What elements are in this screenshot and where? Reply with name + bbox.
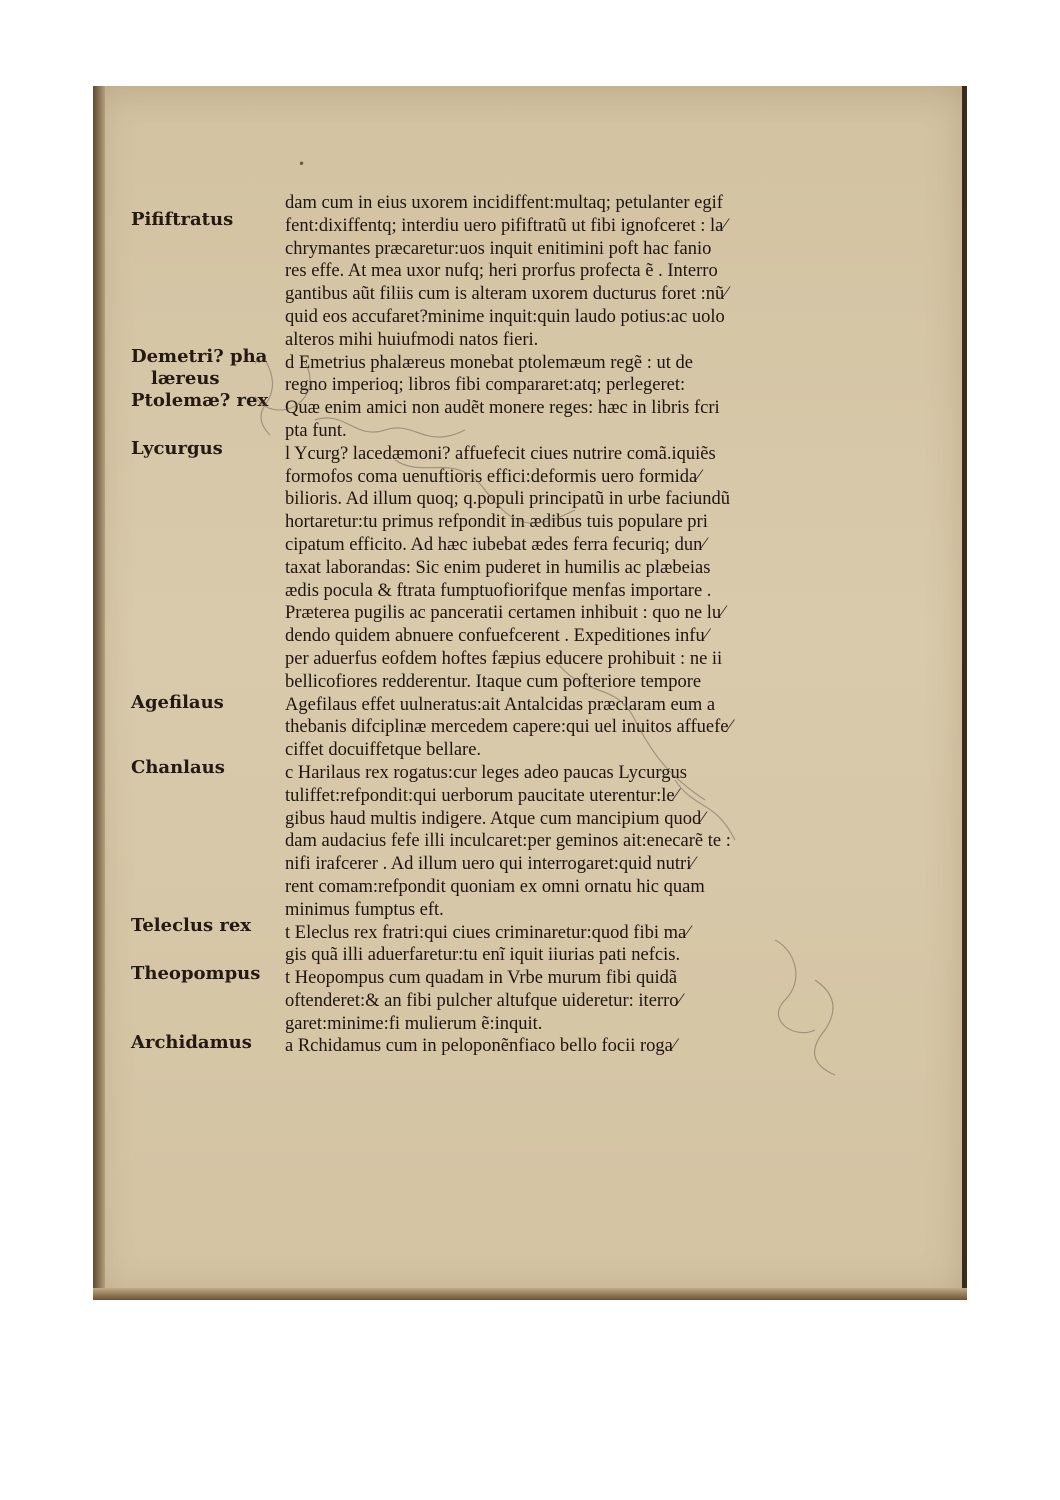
margin-label: Pififtratus (131, 209, 234, 230)
text-line: d Emetrius phalæreus monebat ptolemæum regẽ : ut de (285, 352, 693, 373)
text-line: gantibus aũt filiis cum is alteram uxorem ducturus foret :nũ⁄ (285, 284, 728, 305)
text-line: taxat laborandas: Sic enim puderet in humilis ac plæbeias (285, 557, 711, 578)
text-line: dam cum in eius uxorem incidiffent:multaq; petulanter egif (285, 193, 723, 213)
text-line: cipatum efficito. Ad hæc iubebat ædes ferra fecuriq; dun⁄ (285, 534, 706, 555)
margin-label: læreus (151, 368, 220, 389)
margin-label: Lycurgus (131, 438, 223, 459)
text-line: dam audacius fefe illi inculcaret:per geminos ait:enecarẽ te : (285, 831, 731, 852)
text-line: nifi irafcerer . Ad illum uero qui interrogaret:quid nutri⁄ (285, 854, 695, 875)
text-line: rent comam:refpondit quoniam ex omni ornatu hic quam (285, 876, 705, 897)
text-line: formofos coma uenuftioris effici:deformis uero formida⁄ (285, 466, 701, 487)
main-text-block (285, 192, 875, 1058)
text-line: Præterea pugilis ac panceratii certamen inhibuit : quo ne lu⁄ (285, 603, 725, 624)
text-line: minimus fumptus eft. (285, 899, 444, 920)
text-line: Agefilaus effet uulneratus:ait Antalcidas præclaram eum a (285, 694, 716, 715)
text-line: res effe. At mea uxor nufq; heri prorfus profecta ẽ . Interro (285, 261, 718, 282)
margin-label: Archidamus (131, 1032, 252, 1053)
text-line: chrymantes præcaretur:uos inquit enitimini poft hac fanio (285, 238, 712, 259)
text-line: gibus haud multis indigere. Atque cum mancipium quod⁄ (285, 808, 705, 829)
margin-label: Theopompus (131, 963, 261, 984)
text-line: quid eos accufaret?minime inquit:quin laudo potius:ac uolo (285, 306, 725, 327)
text-line: garet:minime:fi mulierum ẽ:inquit. (285, 1013, 543, 1034)
text-line: oftenderet:& an fibi pulcher altufque uideretur: iterro⁄ (285, 990, 682, 1011)
page-right-edge (962, 86, 967, 1300)
text-line: thebanis difciplinæ mercedem capere:qui uel inuitos affuefe⁄ (285, 717, 732, 738)
text-line: Quæ enim amici non audẽt monere reges: hæc in libris fcri (285, 398, 720, 419)
margin-label: Teleclus rex (131, 915, 252, 936)
text-line: t Eleclus rex fratri:qui ciues criminaretur:quod fibi ma⁄ (285, 922, 690, 943)
text-line: ædis pocula & ftrata fumptuofiorifque menfas importare . (285, 580, 712, 601)
page-left-edge (93, 86, 105, 1300)
page-bottom-edge (93, 1288, 967, 1300)
text-line: l Ycurg? lacedæmoni? affuefecit ciues nutrire comã.iquiẽs (285, 443, 716, 464)
ink-dot: • (298, 157, 306, 171)
text-line: tuliffet:refpondit:qui uerborum paucitate uterentur:le⁄ (285, 785, 678, 806)
text-line: fent:dixiffentq; interdiu uero pififtratũ ut fibi ignofceret : la⁄ (285, 215, 727, 236)
text-line: regno imperioq; libros fibi compararet:atq; perlegeret: (285, 375, 686, 396)
text-line: dendo quidem abnuere confuefcerent . Expeditiones infu⁄ (285, 626, 708, 647)
text-line: t Heopompus cum quadam in Vrbe murum fibi quidã (285, 968, 678, 989)
margin-label: Chanlaus (131, 757, 225, 778)
text-line: bilioris. Ad illum quoq; q.populi principatũ in urbe faciundũ (285, 489, 730, 510)
text-line: gis quã illi aduerfaretur:tu enĩ iquit iiurias pati nefcis. (285, 945, 681, 966)
text-line: a Rchidamus cum in peloponẽnfiaco bello focii roga⁄ (285, 1036, 676, 1057)
margin-label: Agefilaus (131, 692, 224, 713)
text-line: pta funt. (285, 420, 347, 441)
text-line: per aduerfus eofdem hoftes fæpius educere prohibuit : ne ii (285, 648, 723, 669)
text-line: c Harilaus rex rogatus:cur leges adeo paucas Lycurgus (285, 762, 687, 783)
text-line: alteros mihi huiufmodi natos fieri. (285, 329, 539, 350)
text-line: hortaretur:tu primus refpondit in ædibus tuis populare pri (285, 512, 708, 533)
text-line: ciffet docuiffetque bellare. (285, 740, 482, 761)
margin-label: Ptolemæ? rex (131, 390, 269, 411)
margin-label: Demetri? pha (131, 346, 268, 367)
text-line: bellicofiores redderentur. Itaque cum pofteriore tempore (285, 671, 702, 692)
